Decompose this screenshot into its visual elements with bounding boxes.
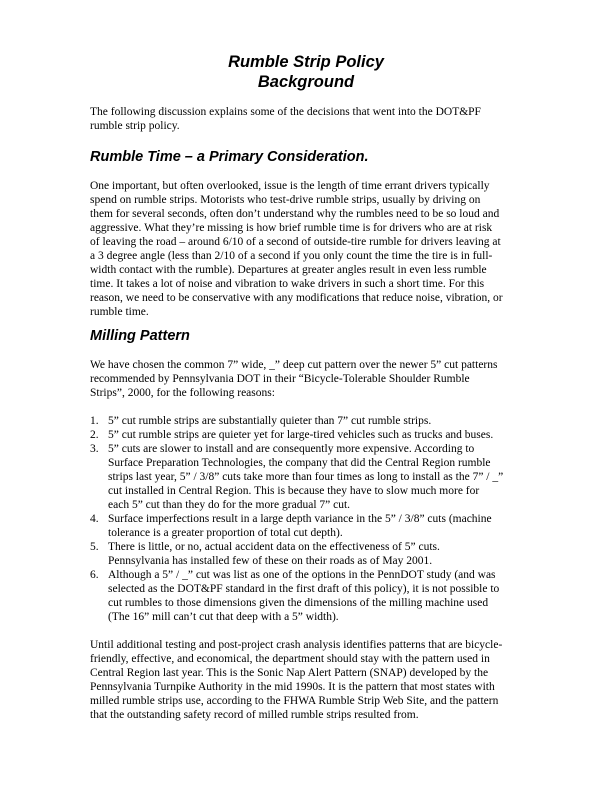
paragraph-line: that the outstanding safety record of milled rumble strips resulted from. — [90, 709, 419, 721]
paragraph-line: width contact with the rumble). Departures at greater angles result in even less rumble — [90, 264, 487, 276]
paragraph-line: aggressive. What they’re missing is how brief rumble time is for drivers who are at risk — [90, 222, 493, 234]
section-heading-milling-pattern: Milling Pattern — [90, 328, 190, 344]
paragraph-line: recommended by Pennsylvania DOT in their “Bicycle-Tolerable Shoulder Rumble — [90, 373, 470, 385]
section-heading-rumble-time: Rumble Time – a Primary Consideration. — [90, 149, 369, 165]
list-item-number: 3. — [90, 443, 99, 455]
list-item-line: (The 16” mill can’t cut that deep with a 5” width). — [108, 611, 339, 623]
paragraph-line: of leaving the road – around 6/10 of a second of outside-tire rumble for drivers leaving at — [90, 236, 501, 248]
paragraph-line: them for several seconds, often don’t understand why the rumbles need to be so loud and — [90, 208, 500, 220]
list-item-line: 5” cut rumble strips are substantially quieter than 7” cut rumble strips. — [108, 415, 432, 427]
list-item-line: Pennsylvania has installed few of these on their roads as of May 2001. — [108, 555, 433, 567]
intro-line: The following discussion explains some of the decisions that went into the DOT&PF — [90, 106, 481, 118]
list-item-number: 5. — [90, 541, 99, 553]
paragraph-line: a 3 degree angle (less than 2/10 of a second if you only count the time the tire is in full- — [90, 250, 493, 262]
list-item-number: 1. — [90, 415, 99, 427]
list-item-line: each 5” cut than they do for the more gradual 7” cut. — [108, 499, 351, 511]
paragraph-line: time. It takes a lot of noise and vibration to wake drivers in such a short time. For this — [90, 278, 485, 290]
paragraph-line: rumble time. — [90, 306, 149, 318]
paragraph-line: Central Region last year. This is the Sonic Nap Alert Pattern (SNAP) developed by the — [90, 667, 489, 679]
list-item-line: selected as the DOT&PF standard in the first draft of this policy), it is not possible to — [108, 583, 500, 595]
list-item-line: Surface Preparation Technologies, the company that did the Central Region rumble — [108, 457, 491, 469]
paragraph-line: We have chosen the common 7” wide, _” deep cut pattern over the newer 5” cut patterns — [90, 359, 498, 371]
list-item-number: 6. — [90, 569, 99, 581]
list-item-line: 5” cut rumble strips are quieter yet for large-tired vehicles such as trucks and buses. — [108, 429, 494, 441]
list-item-number: 2. — [90, 429, 99, 441]
list-item-line: There is little, or no, actual accident data on the effectiveness of 5” cuts. — [108, 541, 440, 553]
paragraph-line: milled rumble strips use, according to the FHWA Rumble Strip Web Site, and the pattern — [90, 695, 499, 707]
intro-line: rumble strip policy. — [90, 120, 180, 132]
list-item-line: Surface imperfections result in a large depth variance in the 5” / 3/8” cuts (machine — [108, 513, 492, 525]
page-subtitle: Background — [257, 73, 355, 91]
list-item-line: Although a 5” / _” cut was list as one of the options in the PennDOT study (and was — [108, 569, 496, 581]
list-item-line: cut installed in Central Region. This is because they have to slow much more for — [108, 485, 480, 497]
page-title: Rumble Strip Policy — [228, 53, 384, 71]
list-item-line: 5” cuts are slower to install and are consequently more expensive. According to — [108, 443, 475, 455]
paragraph-line: Pennsylvania Turnpike Authority in the mid 1990s. It is the pattern that most states with — [90, 681, 495, 693]
paragraph-line: One important, but often overlooked, issue is the length of time errant drivers typically — [90, 180, 490, 192]
list-item-number: 4. — [90, 513, 99, 525]
paragraph-line: Until additional testing and post-project crash analysis identifies patterns that are bicycle- — [90, 639, 503, 651]
paragraph-line: friendly, effective, and economical, the department should stay with the pattern used in — [90, 653, 490, 665]
list-item-line: cut rumbles to those dimensions given the dimensions of the milling machine used — [108, 597, 489, 609]
list-item-line: strips last year, 5” / 3/8” cuts take more than four times as long to install as the 7” / _” — [108, 471, 504, 483]
paragraph-line: Strips”, 2000, for the following reasons: — [90, 387, 275, 399]
paragraph-line: reason, we need to be conservative with any modifications that reduce noise, vibration, or — [90, 292, 503, 304]
paragraph-line: spend on rumble strips. Motorists who test-drive rumble strips, usually by driving on — [90, 194, 481, 206]
list-item-line: tolerance is a greater proportion of total cut depth). — [108, 527, 343, 539]
